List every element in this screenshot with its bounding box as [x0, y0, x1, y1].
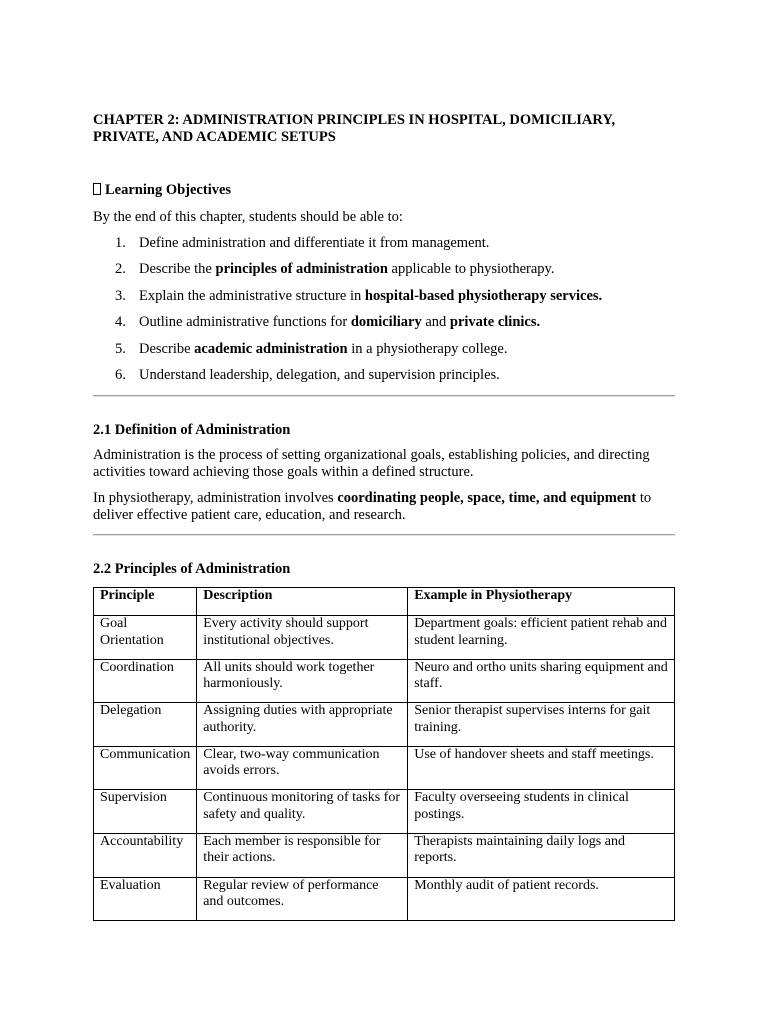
text-run: Understand leadership, delegation, and supervision principles.: [139, 366, 500, 383]
table-cell: Communication: [94, 746, 197, 790]
table-cell: Each member is responsible for their actions.: [197, 833, 408, 877]
table-body: [94, 616, 675, 921]
table-row: [94, 746, 675, 790]
table-cell: Delegation: [94, 703, 197, 747]
table-cell: Every activity should support institutional objectives.: [197, 616, 408, 660]
text-run: Describe: [139, 340, 195, 357]
text-run: applicable to physiotherapy.: [387, 261, 555, 278]
bold-text: coordinating people, space, time, and equipment: [337, 490, 637, 506]
table-cell: Faculty overseeing students in clinical postings.: [408, 790, 675, 834]
list-item-number: 6.: [115, 366, 126, 383]
table-cell: All units should work together harmoniously.: [197, 659, 408, 703]
missing-glyph-icon: [93, 183, 101, 195]
table-row: [94, 877, 675, 921]
table-row: [94, 616, 675, 660]
learning-objectives-heading-text: Learning Objectives: [105, 182, 232, 198]
list-item-number: 1.: [115, 235, 126, 251]
list-item: [93, 366, 602, 392]
table-cell: Senior therapist supervises interns for gait training.: [408, 703, 675, 747]
table-row: [94, 659, 675, 703]
text-run: to deliver effective patient care, education, and research.: [93, 490, 652, 523]
principles-table: [93, 587, 675, 921]
learning-objectives-list: [93, 234, 602, 392]
table-row: [94, 833, 675, 877]
table-cell: Coordination: [94, 659, 197, 703]
table-header-cell: Description: [197, 588, 408, 616]
list-item: [93, 313, 602, 339]
text-run: Explain the administrative structure in: [139, 287, 365, 304]
text-run: Define administration and differentiate it from management.: [139, 235, 490, 251]
table-cell: Continuous monitoring of tasks for safety and quality.: [197, 790, 408, 834]
section-2-1-heading: 2.1 Definition of Administration: [93, 422, 291, 438]
horizontal-rule: [93, 395, 675, 397]
table-row: [94, 703, 675, 747]
section-2-1-paragraph-2: [93, 490, 675, 524]
bold-text: private clinics.: [449, 314, 541, 331]
list-item-number: 4.: [115, 314, 126, 331]
table-cell: Therapists maintaining daily logs and reports.: [408, 833, 675, 877]
bold-text: academic administration: [194, 340, 348, 357]
list-item: [93, 340, 602, 366]
table-row: [94, 790, 675, 834]
table-cell: Use of handover sheets and staff meetings.: [408, 746, 675, 790]
learning-objectives-intro: By the end of this chapter, students should be able to:: [93, 209, 403, 225]
list-item: [93, 287, 602, 313]
table-cell: Goal Orientation: [94, 616, 197, 660]
text-run: Describe the: [139, 261, 216, 278]
bold-text: principles of administration: [215, 261, 388, 278]
text-run: and: [421, 314, 450, 331]
table-cell: Assigning duties with appropriate authority.: [197, 703, 408, 747]
table-cell: Regular review of performance and outcomes.: [197, 877, 408, 921]
text-run: In physiotherapy, administration involves: [93, 490, 338, 506]
section-2-2-heading: 2.2 Principles of Administration: [93, 561, 291, 577]
section-2-1-paragraph-1: Administration is the process of setting organizational goals, establishing policies, and directing activities toward achieving those goals within a defined structure.: [93, 447, 650, 480]
list-item-number: 5.: [115, 340, 126, 357]
table-cell: Department goals: efficient patient rehab and student learning.: [408, 616, 675, 660]
text-run: Outline administrative functions for: [139, 314, 351, 331]
table-cell: Clear, two-way communication avoids errors.: [197, 746, 408, 790]
bold-text: hospital-based physiotherapy services.: [364, 287, 603, 304]
list-item-number: 3.: [115, 287, 126, 304]
table-cell: Monthly audit of patient records.: [408, 877, 675, 921]
list-item: [93, 234, 602, 260]
chapter-title: CHAPTER 2: ADMINISTRATION PRINCIPLES IN HOSPITAL, DOMICILIARY, PRIVATE, AND ACADEMIC SETUPS: [93, 112, 616, 145]
table-header-row: [94, 588, 675, 616]
table-cell: Evaluation: [94, 877, 197, 921]
text-run: in a physiotherapy college.: [347, 340, 508, 357]
table-header-cell: Principle: [94, 588, 197, 616]
table-cell: Supervision: [94, 790, 197, 834]
list-item-number: 2.: [115, 261, 126, 278]
list-item: [93, 260, 602, 286]
table-cell: Neuro and ortho units sharing equipment and staff.: [408, 659, 675, 703]
table-header-cell: Example in Physiotherapy: [408, 588, 675, 616]
learning-objectives-heading: [93, 181, 231, 199]
table-cell: Accountability: [94, 833, 197, 877]
bold-text: domiciliary: [350, 314, 422, 331]
horizontal-rule: [93, 534, 675, 536]
